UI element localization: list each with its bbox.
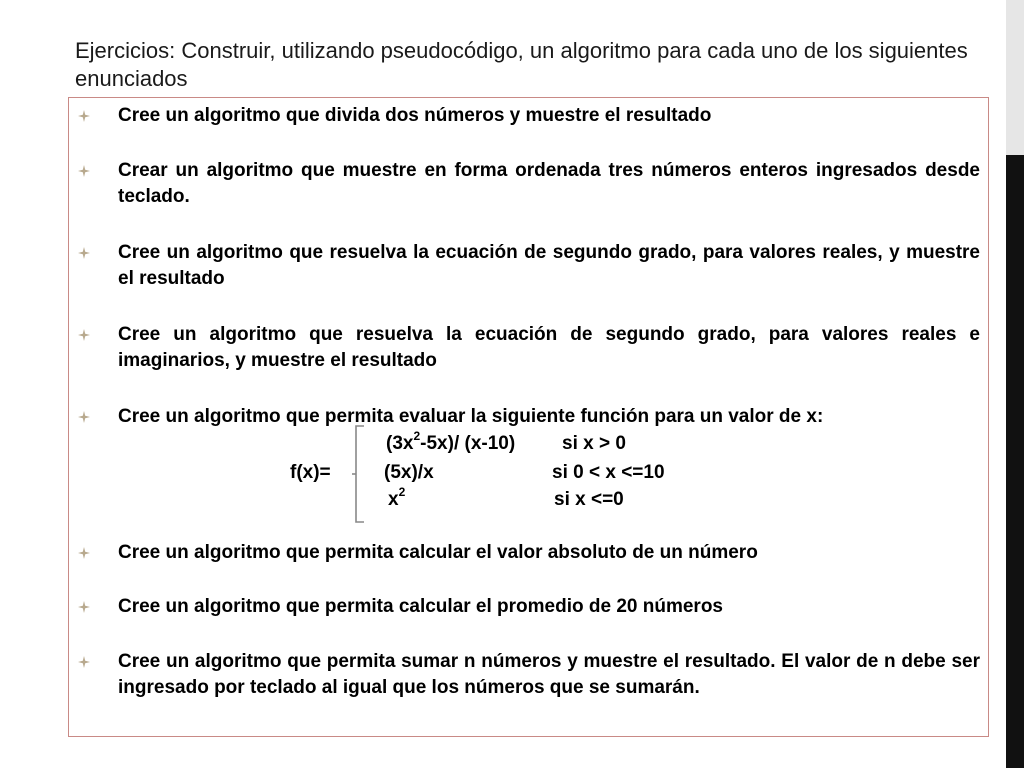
list-item bbox=[78, 240, 980, 292]
diamond-bullet-icon bbox=[78, 547, 90, 559]
list-item bbox=[78, 540, 980, 566]
item-text: Cree un algoritmo que resuelva la ecuación de segundo grado, para valores reales e imaginarios, y muestre el resultado bbox=[118, 324, 980, 371]
diamond-bullet-icon bbox=[78, 110, 90, 122]
list-item bbox=[78, 594, 980, 620]
item-text: Cree un algoritmo que permita calcular el promedio de 20 números bbox=[118, 596, 723, 617]
case-1-condition: si x > 0 bbox=[562, 433, 626, 454]
piecewise-brace bbox=[350, 424, 380, 524]
function-label: f(x)= bbox=[290, 462, 331, 483]
diamond-bullet-icon bbox=[78, 411, 90, 423]
list-item bbox=[78, 322, 980, 374]
decorative-bar-bottom bbox=[1006, 155, 1024, 768]
diamond-bullet-icon bbox=[78, 601, 90, 613]
diamond-bullet-icon bbox=[78, 247, 90, 259]
item-text: Cree un algoritmo que permita calcular el valor absoluto de un número bbox=[118, 542, 758, 563]
diamond-bullet-icon bbox=[78, 656, 90, 668]
diamond-bullet-icon bbox=[78, 329, 90, 341]
item-text: Cree un algoritmo que resuelva la ecuación de segundo grado, para valores reales, y muestre el resultado bbox=[118, 242, 980, 289]
list-item bbox=[78, 404, 980, 430]
case-2-expression: (5x)/x bbox=[384, 462, 434, 483]
item-text: Cree un algoritmo que permita evaluar la siguiente función para un valor de x: bbox=[118, 406, 824, 427]
case-3-expression: $x^2$ bbox=[388, 485, 406, 510]
decorative-bar-top bbox=[1006, 0, 1024, 155]
list-item bbox=[78, 158, 980, 210]
diamond-bullet-icon bbox=[78, 165, 90, 177]
list-item bbox=[78, 103, 980, 129]
case-3-condition: si x <=0 bbox=[554, 489, 624, 510]
case-1-expression: $(3x^2-5x)/$ (x-10) bbox=[386, 429, 516, 454]
item-text: Cree un algoritmo que permita sumar n números y muestre el resultado. El valor de n debe ser ingresado por teclado al igual que los números que se sumarán. bbox=[118, 651, 980, 698]
item-text: Crear un algoritmo que muestre en forma ordenada tres números enteros ingresados desde teclado. bbox=[118, 160, 980, 207]
case-2-condition: si 0 < x <=10 bbox=[552, 462, 665, 483]
slide-title: Ejercicios: Construir, utilizando pseudocódigo, un algoritmo para cada uno de los siguientes enunciados bbox=[75, 38, 968, 91]
list-item bbox=[78, 649, 980, 701]
item-text: Cree un algoritmo que divida dos números y muestre el resultado bbox=[118, 105, 712, 126]
